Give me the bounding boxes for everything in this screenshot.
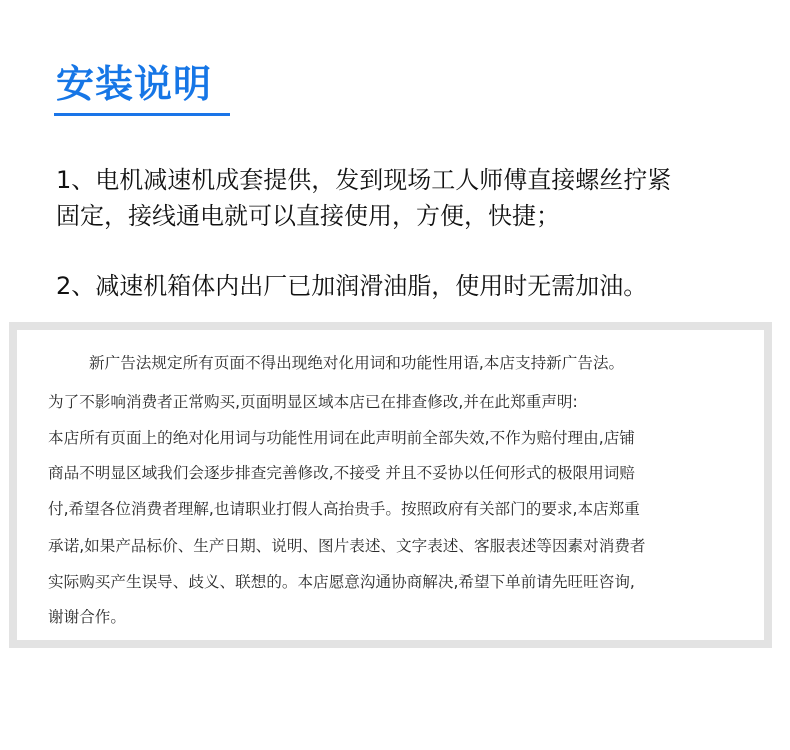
notice-line-1: 新广告法规定所有页面不得出现绝对化用词和功能性用语,本店支持新广告法。 [89, 354, 625, 372]
title-underline [54, 113, 230, 116]
notice-line-8: 谢谢合作。 [48, 608, 126, 626]
instruction-item-1-line-2: 固定，接线通电就可以直接使用，方便，快捷； [56, 202, 560, 230]
notice-line-7: 实际购买产生误导、歧义、联想的。本店愿意沟通协商解决,希望下单前请先旺旺咨询, [48, 573, 635, 591]
section-title: 安装说明 [56, 62, 213, 106]
notice-line-2: 为了不影响消费者正常购买,页面明显区域本店已在排查修改,并在此郑重声明: [48, 393, 578, 411]
notice-line-6: 承诺,如果产品标价、生产日期、说明、图片表述、文字表述、客服表述等因素对消费者 [48, 537, 646, 555]
instruction-item-2: 2、减速机箱体内出厂已加润滑油脂，使用时无需加油。 [56, 272, 648, 300]
notice-line-4: 商品不明显区域我们会逐步排查完善修改,不接受 并且不妥协以任何形式的极限用词赔 [48, 464, 635, 482]
notice-line-3: 本店所有页面上的绝对化用词与功能性用词在此声明前全部失效,不作为赔付理由,店铺 [48, 429, 635, 447]
notice-line-5: 付,希望各位消费者理解,也请职业打假人高抬贵手。按照政府有关部门的要求,本店郑重 [48, 500, 640, 518]
instruction-item-1-line-1: 1、电机减速机成套提供，发到现场工人师傅直接螺丝拧紧 [56, 166, 672, 194]
